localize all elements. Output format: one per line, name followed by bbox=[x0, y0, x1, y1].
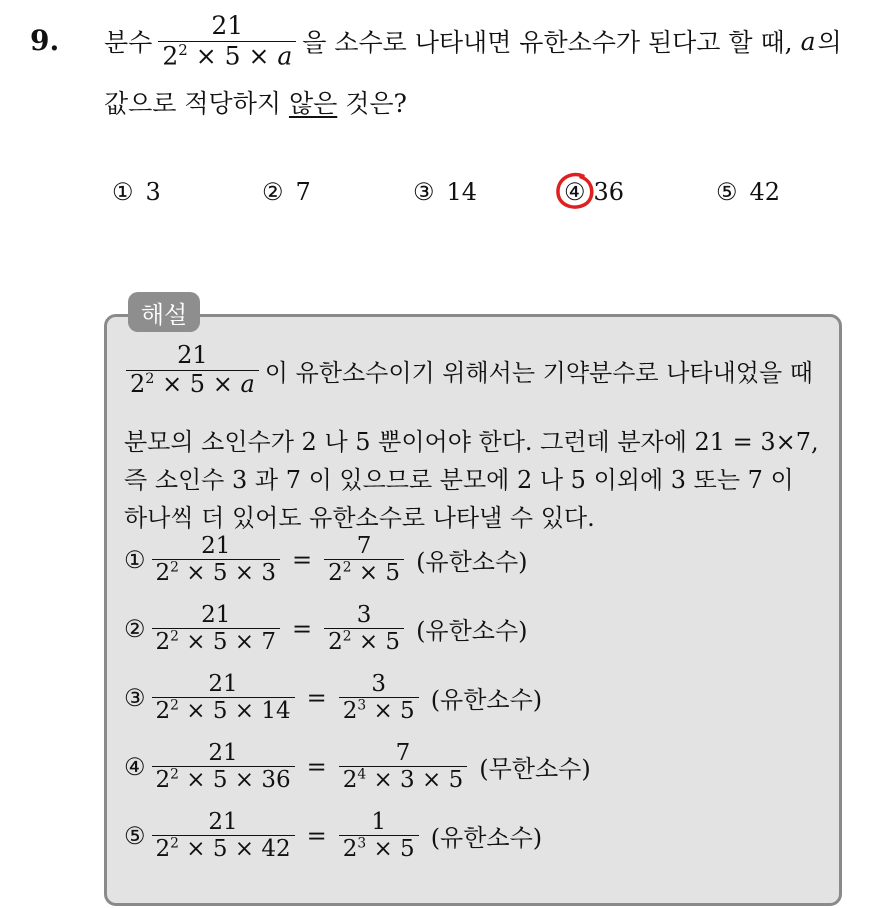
den-exponent: 2 bbox=[342, 559, 352, 576]
row-lhs-numerator: 21 bbox=[201, 533, 231, 559]
question-variable: a bbox=[800, 26, 816, 56]
row-lhs-fraction bbox=[152, 809, 295, 863]
row-result: (유한소수) bbox=[430, 824, 543, 853]
question-line-2 bbox=[104, 84, 407, 120]
question-fraction-denominator bbox=[158, 41, 296, 71]
explanation-row bbox=[124, 740, 591, 794]
den-exponent: 2 bbox=[170, 835, 179, 852]
equals-sign: = bbox=[292, 614, 313, 643]
den-rest: × 5 bbox=[366, 698, 415, 725]
question-mid-text: 을 소수로 나타내면 유한소수가 된다고 할 때, bbox=[302, 28, 793, 58]
row-result: (유한소수) bbox=[416, 548, 528, 577]
row-result: (유한소수) bbox=[416, 617, 528, 646]
row-rhs-numerator: 1 bbox=[371, 809, 387, 835]
row-rhs-numerator: 3 bbox=[356, 602, 372, 628]
choice-3[interactable] bbox=[413, 178, 477, 206]
row-lhs-numerator: 21 bbox=[208, 671, 238, 697]
question-line2-after: 것은? bbox=[337, 89, 407, 118]
row-rhs-numerator: 7 bbox=[395, 740, 411, 766]
explanation-row bbox=[124, 809, 542, 863]
den-exponent: 2 bbox=[170, 559, 179, 576]
den-rest: × 5 × 3 bbox=[178, 560, 276, 587]
row-marker: ① bbox=[124, 545, 146, 574]
den-base: 2 bbox=[155, 629, 171, 656]
choice-value: 36 bbox=[593, 178, 625, 206]
row-rhs-denominator bbox=[339, 835, 419, 862]
choice-value: 42 bbox=[749, 178, 781, 206]
choice-marker: ④ bbox=[564, 178, 586, 206]
explanation-fraction-denominator bbox=[126, 370, 259, 399]
den-base: 2 bbox=[162, 41, 179, 71]
den-exponent: 3 bbox=[357, 835, 367, 852]
den-exponent: 2 bbox=[170, 628, 179, 645]
explanation-line1-text: 이 유한소수이기 위해서는 기약분수로 나타내었을 때 bbox=[264, 358, 813, 387]
den-base: 2 bbox=[155, 698, 171, 725]
den-base: 2 bbox=[342, 767, 358, 794]
question-number: 9. bbox=[30, 24, 60, 57]
row-rhs-denominator bbox=[339, 766, 467, 793]
row-lhs-denominator bbox=[152, 697, 295, 724]
den-base: 2 bbox=[328, 560, 343, 587]
row-rhs-fraction bbox=[324, 602, 404, 656]
row-lhs-denominator bbox=[152, 766, 295, 793]
den-rest: × 5 × 36 bbox=[178, 767, 291, 794]
den-rest: × 5 × 14 bbox=[178, 698, 291, 725]
row-marker: ⑤ bbox=[124, 821, 146, 850]
row-result: (무한소수) bbox=[479, 755, 591, 784]
row-marker: ③ bbox=[124, 683, 146, 712]
choice-2[interactable] bbox=[262, 178, 311, 206]
row-lhs-denominator bbox=[152, 835, 295, 862]
den-rest: × 5 bbox=[366, 836, 415, 863]
den-base: 2 bbox=[155, 836, 171, 863]
explanation-row bbox=[124, 602, 528, 656]
den-exponent: 3 bbox=[357, 697, 367, 714]
question-fraction-numerator: 21 bbox=[211, 11, 244, 40]
choice-1[interactable] bbox=[112, 178, 161, 206]
row-lhs-denominator bbox=[152, 628, 280, 655]
den-exponent: 2 bbox=[145, 370, 155, 387]
den-rest: × 5 bbox=[351, 629, 401, 656]
choice-marker: ① bbox=[112, 178, 134, 206]
den-variable: a bbox=[240, 369, 255, 398]
equals-sign: = bbox=[306, 683, 327, 712]
choice-marker: ③ bbox=[413, 178, 435, 206]
row-lhs-denominator bbox=[152, 559, 280, 586]
den-rest: × 5 × 42 bbox=[178, 836, 291, 863]
explanation-line-1 bbox=[126, 342, 813, 398]
den-exponent: 2 bbox=[170, 766, 179, 783]
den-base: 2 bbox=[342, 836, 358, 863]
row-lhs-fraction bbox=[152, 740, 295, 794]
row-lhs-numerator: 21 bbox=[208, 740, 238, 766]
row-rhs-denominator bbox=[339, 697, 419, 724]
den-exponent: 4 bbox=[357, 766, 367, 783]
row-lhs-fraction bbox=[152, 671, 295, 725]
row-rhs-fraction bbox=[339, 671, 419, 725]
explanation-fraction-numerator: 21 bbox=[177, 341, 208, 369]
den-base: 2 bbox=[155, 560, 171, 587]
row-marker: ④ bbox=[124, 752, 146, 781]
explanation-fraction bbox=[126, 342, 259, 398]
den-base: 2 bbox=[328, 629, 343, 656]
question-prefix: 분수 bbox=[104, 28, 153, 58]
row-rhs-denominator bbox=[324, 559, 404, 586]
question-line2-before: 값으로 적당하지 bbox=[104, 89, 289, 118]
den-rest: × 5 × 7 bbox=[178, 629, 276, 656]
den-base: 2 bbox=[130, 369, 146, 398]
explanation-line-2: 분모의 소인수가 2 나 5 뿐이어야 한다. 그런데 분자에 21 = 3×7, bbox=[124, 428, 819, 456]
row-rhs-fraction bbox=[339, 809, 419, 863]
row-rhs-denominator bbox=[324, 628, 404, 655]
row-result: (유한소수) bbox=[430, 686, 543, 715]
den-rest: × 5 bbox=[351, 560, 401, 587]
question-underlined-word: 않은 bbox=[288, 89, 338, 118]
row-rhs-numerator: 7 bbox=[356, 533, 372, 559]
answer-circle-mark bbox=[553, 171, 597, 213]
choice-marker: ② bbox=[262, 178, 284, 206]
explanation-line-4: 하나씩 더 있어도 유한소수로 나타낼 수 있다. bbox=[124, 504, 595, 532]
row-lhs-fraction bbox=[152, 533, 280, 587]
den-exponent: 2 bbox=[178, 40, 188, 59]
question-line-1 bbox=[104, 12, 842, 71]
den-rest: × 5 × bbox=[187, 41, 278, 71]
choice-value: 14 bbox=[446, 178, 478, 206]
choice-marker: ⑤ bbox=[716, 178, 738, 206]
row-rhs-fraction bbox=[324, 533, 404, 587]
row-rhs-numerator: 3 bbox=[371, 671, 387, 697]
den-exponent: 2 bbox=[342, 628, 352, 645]
choice-5[interactable] bbox=[716, 178, 780, 206]
equals-sign: = bbox=[306, 821, 327, 850]
den-variable: a bbox=[277, 41, 293, 71]
row-lhs-numerator: 21 bbox=[208, 809, 238, 835]
row-lhs-fraction bbox=[152, 602, 280, 656]
den-rest: × 3 × 5 bbox=[366, 767, 464, 794]
explanation-row bbox=[124, 671, 542, 725]
row-marker: ② bbox=[124, 614, 146, 643]
equals-sign: = bbox=[306, 752, 327, 781]
equals-sign: = bbox=[292, 545, 313, 574]
question-end-text: 의 bbox=[817, 28, 842, 58]
den-exponent: 2 bbox=[170, 697, 179, 714]
den-base: 2 bbox=[342, 698, 358, 725]
explanation-row bbox=[124, 533, 528, 587]
row-rhs-fraction bbox=[339, 740, 467, 794]
row-lhs-numerator: 21 bbox=[201, 602, 231, 628]
choice-value: 7 bbox=[295, 178, 311, 206]
question-fraction bbox=[158, 12, 296, 71]
explanation-line-3: 즉 소인수 3 과 7 이 있으므로 분모에 2 나 5 이외에 3 또는 7 이 bbox=[124, 466, 794, 494]
choice-value: 3 bbox=[145, 178, 161, 206]
explanation-tag: 해설 bbox=[128, 292, 200, 332]
den-rest: × 5 × bbox=[154, 369, 241, 398]
den-base: 2 bbox=[155, 767, 171, 794]
